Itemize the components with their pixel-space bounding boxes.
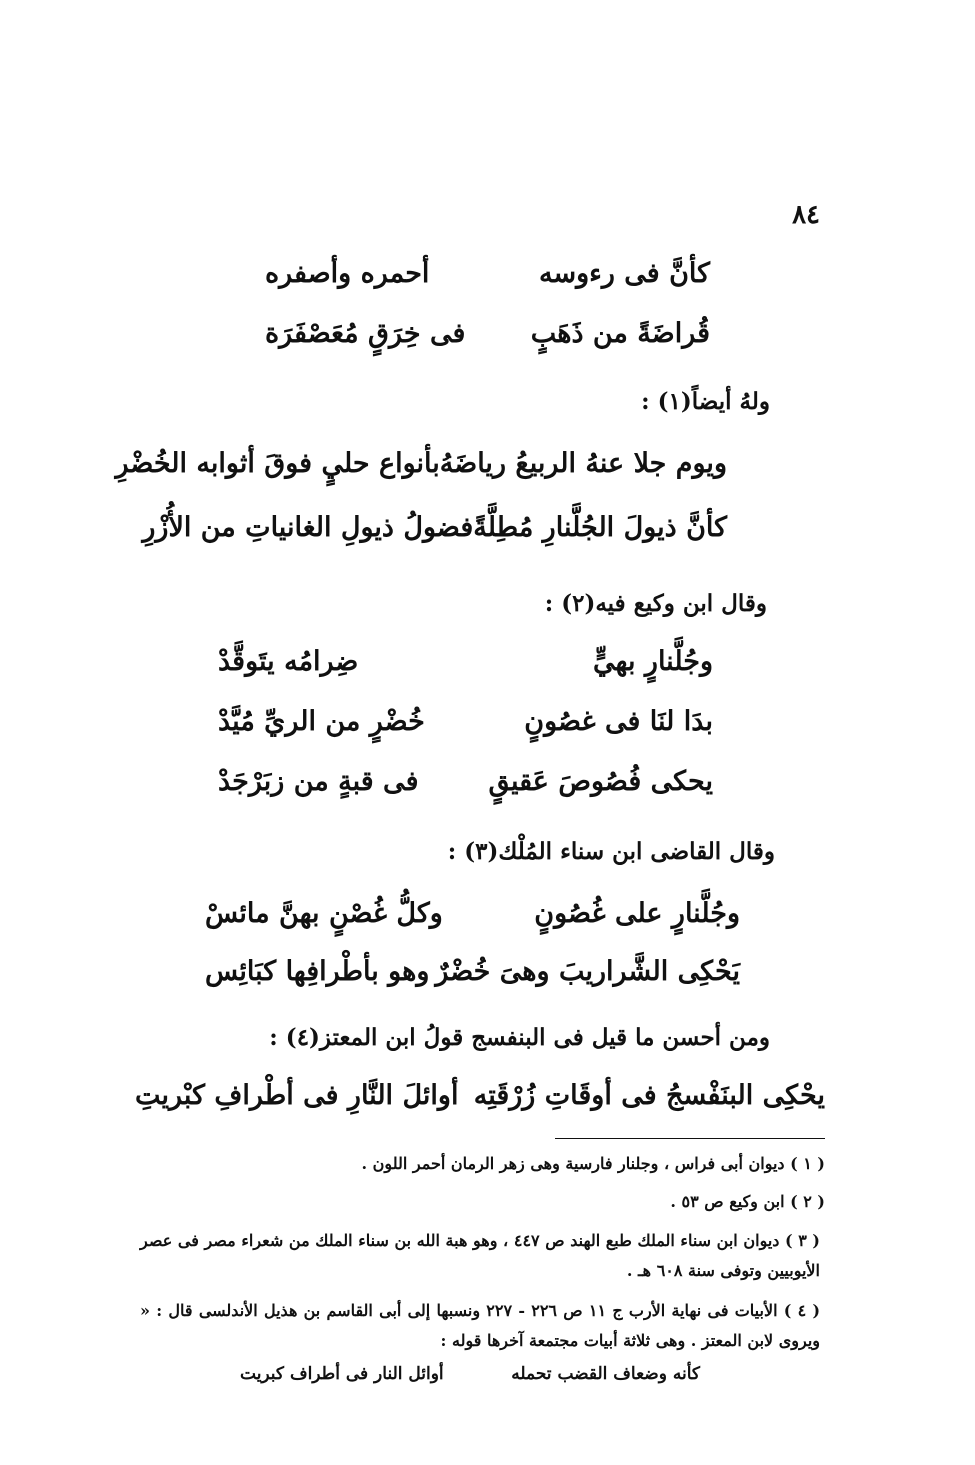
verse-left-hemistich: فضولُ ذيولِ الغانياتِ من الأُزْرِ [142, 512, 474, 543]
footnote-verse [240, 1364, 700, 1384]
page-number: ٨٤ [792, 200, 820, 230]
verse-line [115, 448, 727, 479]
section-intro: ومن أحسن ما قيل فى البنفسج قولُ ابن المعتز(٤) : [269, 1024, 770, 1051]
verse-right-hemistich: وجُلَّنارٍ على غُصُونٍ [534, 898, 740, 929]
footnote-4: ( ٤ ) الأبيات فى نهاية الأرب ج ١١ ص ٢٢٦ - ٢٢٧ ونسبها إلى أبى القاسم بن هذيل الأندلسى قال : « ويروى لابن المعتز . وهى ثلاثة أبيات مجتمعة آخرها قوله : [140, 1301, 821, 1350]
section-intro: وقال ابن وكيع فيه(٢) : [544, 590, 767, 617]
verse-left-hemistich: ضِرامُه يتَوقَّدْ [218, 646, 359, 677]
verse-right-hemistich: وجُلَّنارٍ بهيٍّ [593, 646, 713, 677]
verse-left-hemistich: أحمره وأصفره [265, 258, 430, 289]
verse-line [135, 1080, 825, 1111]
verse-left-hemistich: أوائلَ النَّارِ فى أطْرافِ كبْريتِ [135, 1080, 459, 1111]
verse-line [218, 706, 713, 737]
verse-right-hemistich: ويوم جلا عنهُ الربيعُ رياضَهُ [439, 448, 727, 479]
footnote-1: ( ١ ) ديوان أبى فراس ، وجلنار فارسية وهى زهر الرمان أحمر اللون . [361, 1154, 825, 1173]
verse-left-hemistich: فى قبةٍ من زبَرْجَدْ [218, 766, 419, 797]
verse-left-hemistich: أوائل النار فى أطراف كبريت [240, 1364, 444, 1384]
verse-right-hemistich: بدَا لنَا فى غصُونٍ [524, 706, 713, 737]
verse-right-hemistich: كأنه وضعاف القضب تحمله [511, 1364, 700, 1384]
verse-right-hemistich: كأنَّ فى رءوسه [539, 258, 710, 289]
verse-left-hemistich: وكلُّ غُصْنٍ بهنَّ مائسْ [205, 898, 443, 929]
footnote-3: ( ٣ ) ديوان ابن سناء الملك طبع الهند ص ٤٤٧ ، وهو هبة الله بن سناء الملك من شعراء مصر فى عصر الأيوبيين وتوفى سنة ٦٠٨ هـ . [140, 1231, 821, 1280]
verse-line [265, 318, 710, 349]
verse-left-hemistich: خُضْرٍ من الريِّ مُيَّدْ [218, 706, 425, 737]
verse-line [218, 766, 713, 797]
verse-right-hemistich: يحكى فُصُوصَ عَقيقٍ [488, 766, 713, 797]
verse-line [205, 898, 740, 929]
verse-right-hemistich: قُراضَةً من ذَهَبٍ [530, 318, 710, 349]
verse-line [205, 956, 740, 987]
section-intro: وقال القاضى ابن سناء المُلْك(٣) : [447, 838, 775, 865]
verse-left-hemistich: وهو بأطْرافِها كبَائِس [205, 956, 430, 987]
verse-right-hemistich: يَحْكِى الشَّراريبَ وهىَ خُضْرٌ [435, 956, 740, 987]
footnote-divider [555, 1138, 825, 1139]
verse-line [142, 512, 727, 543]
verse-left-hemistich: فى خِرَقٍ مُعَصْفَرَة [265, 318, 466, 349]
verse-right-hemistich: يحْكِى البنَفْسجُ فى أوقَاتِ زُرْقَتِه [473, 1080, 825, 1111]
verse-right-hemistich: كأنَّ ذيولَ الجُلَّنارِ مُطِلَّةً [473, 512, 727, 543]
section-intro: ولهُ أيضاً(١) : [641, 388, 770, 415]
verse-left-hemistich: بأنواع حليٍ فوقَ أثوابه الخُضْرِ [115, 448, 440, 479]
verse-line [265, 258, 710, 289]
footnote-2: ( ٢ ) ابن وكيع ص ٥٣ . [670, 1192, 825, 1211]
verse-line [218, 646, 713, 677]
